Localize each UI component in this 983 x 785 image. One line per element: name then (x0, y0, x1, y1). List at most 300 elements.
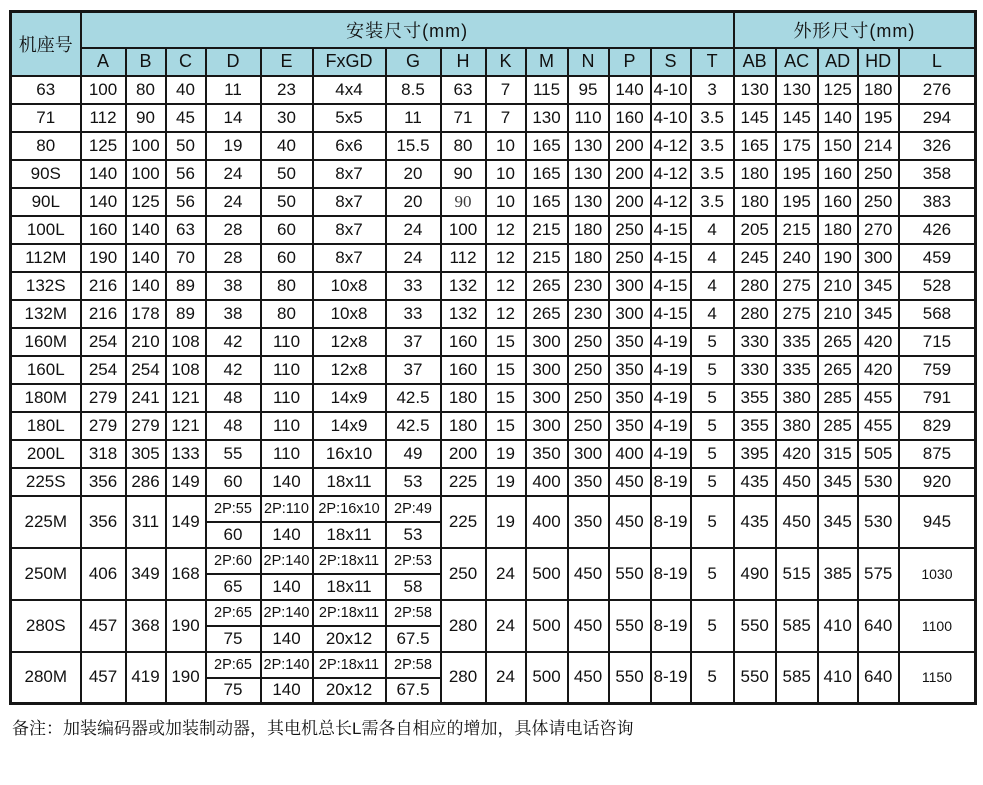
dim-cell: 4-15 (651, 216, 691, 244)
frame-cell: 250M (11, 548, 81, 600)
dim-cell: 276 (899, 76, 976, 104)
dim-cell: 210 (818, 272, 858, 300)
motor-dimension-table (9, 10, 977, 705)
table-row (11, 132, 976, 160)
dim-cell: 210 (818, 300, 858, 328)
dim-cell: 4-10 (651, 104, 691, 132)
dim-cell-2p: 2P:53 (386, 548, 441, 574)
dim-cell: 350 (609, 356, 651, 384)
dim-cell: 15 (486, 356, 526, 384)
dim-cell: 450 (568, 652, 609, 704)
dim-cell: 89 (166, 272, 206, 300)
dim-cell: 10 (486, 188, 526, 216)
dim-cell: 5 (691, 468, 734, 496)
dim-cell: 42 (206, 356, 261, 384)
dim-cell: 20x12 (313, 626, 386, 652)
dim-cell: 8-19 (651, 600, 691, 652)
dim-cell: 110 (261, 356, 313, 384)
dim-cell: 75 (206, 626, 261, 652)
column-header-P: P (609, 48, 651, 76)
table-row-split-top (11, 652, 976, 678)
dim-cell: 180 (858, 76, 899, 104)
dim-cell: 4 (691, 216, 734, 244)
dim-cell: 56 (166, 188, 206, 216)
column-header-HD: HD (858, 48, 899, 76)
dim-cell: 300 (526, 356, 568, 384)
dim-cell: 24 (486, 548, 526, 600)
dim-cell: 250 (441, 548, 486, 600)
dim-cell: 110 (261, 412, 313, 440)
dim-cell: 60 (261, 216, 313, 244)
dim-cell: 42 (206, 328, 261, 356)
dim-cell: 300 (858, 244, 899, 272)
column-header-B: B (126, 48, 166, 76)
dim-cell: 19 (486, 496, 526, 548)
footnote: 备注：加装编码器或加装制动器，其电机总长L需各自相应的增加，具体请电话咨询 (12, 719, 634, 738)
dim-cell: 383 (899, 188, 976, 216)
dim-cell: 140 (261, 468, 313, 496)
column-header-M: M (526, 48, 568, 76)
dim-cell: 110 (568, 104, 609, 132)
dim-cell: 15.5 (386, 132, 441, 160)
dim-cell: 53 (386, 468, 441, 496)
dim-cell: 205 (734, 216, 776, 244)
table-row (11, 216, 976, 244)
dim-cell: 530 (858, 468, 899, 496)
dim-cell: 528 (899, 272, 976, 300)
table-row (11, 188, 976, 216)
frame-cell: 225S (11, 468, 81, 496)
table-row (11, 440, 976, 468)
dim-cell: 48 (206, 384, 261, 412)
dim-cell: 140 (261, 626, 313, 652)
dim-cell: 500 (526, 548, 568, 600)
dim-cell: 216 (81, 300, 126, 328)
dim-cell: 400 (526, 468, 568, 496)
dim-cell: 112 (81, 104, 126, 132)
dim-cell: 230 (568, 300, 609, 328)
dim-cell: 4-19 (651, 356, 691, 384)
dim-cell: 130 (734, 76, 776, 104)
dim-cell: 355 (734, 412, 776, 440)
dim-cell-2p: 2P:16x10 (313, 496, 386, 522)
dim-cell-2p: 2P:58 (386, 652, 441, 678)
dim-cell: 110 (261, 384, 313, 412)
dim-cell: 270 (858, 216, 899, 244)
dim-cell: 90 (441, 160, 486, 188)
dim-cell: 11 (386, 104, 441, 132)
dim-cell: 345 (818, 496, 858, 548)
dim-cell: 350 (609, 328, 651, 356)
dim-cell: 190 (166, 652, 206, 704)
header-letter-row (11, 48, 976, 76)
dim-cell: 108 (166, 356, 206, 384)
dim-cell: 140 (126, 216, 166, 244)
dim-cell: 5 (691, 356, 734, 384)
table-row (11, 244, 976, 272)
dim-cell: 14x9 (313, 412, 386, 440)
dim-cell: 280 (734, 272, 776, 300)
dim-cell: 265 (818, 356, 858, 384)
dim-cell: 10 (486, 160, 526, 188)
dim-cell: 225 (441, 496, 486, 548)
frame-number-header: 机座号 (11, 12, 81, 76)
dim-cell: 50 (261, 188, 313, 216)
dim-cell: 5 (691, 652, 734, 704)
dim-cell: 920 (899, 468, 976, 496)
dim-cell: 100 (126, 160, 166, 188)
dim-cell: 420 (776, 440, 818, 468)
dim-cell: 515 (776, 548, 818, 600)
dim-cell: 4-12 (651, 188, 691, 216)
dim-cell: 65 (206, 574, 261, 600)
dim-cell: 395 (734, 440, 776, 468)
dim-cell: 3.5 (691, 188, 734, 216)
dim-cell: 24 (386, 244, 441, 272)
dim-cell: 42.5 (386, 384, 441, 412)
dim-cell: 89 (166, 300, 206, 328)
dim-cell: 130 (568, 188, 609, 216)
dim-cell: 380 (776, 412, 818, 440)
dim-cell: 180 (568, 216, 609, 244)
dim-cell: 345 (858, 272, 899, 300)
dim-cell-2p: 2P:140 (261, 600, 313, 626)
dim-cell: 230 (568, 272, 609, 300)
table-row (11, 328, 976, 356)
dim-cell: 420 (858, 356, 899, 384)
dim-cell: 349 (126, 548, 166, 600)
dim-cell: 3.5 (691, 160, 734, 188)
dim-cell: 279 (81, 412, 126, 440)
dim-cell: 160 (609, 104, 651, 132)
dim-cell: 48 (206, 412, 261, 440)
column-header-C: C (166, 48, 206, 76)
dim-cell: 250 (858, 160, 899, 188)
column-header-E: E (261, 48, 313, 76)
dim-cell: 500 (526, 652, 568, 704)
dim-cell: 140 (81, 160, 126, 188)
dim-cell: 150 (818, 132, 858, 160)
dim-cell: 300 (609, 300, 651, 328)
dim-cell: 132 (441, 272, 486, 300)
dim-cell: 60 (206, 468, 261, 496)
dim-cell: 4-10 (651, 76, 691, 104)
dim-cell: 4 (691, 244, 734, 272)
dim-cell: 132 (441, 300, 486, 328)
dim-cell: 335 (776, 328, 818, 356)
dim-cell: 215 (526, 216, 568, 244)
dim-cell: 140 (261, 678, 313, 704)
dim-cell: 180 (818, 216, 858, 244)
column-header-L: L (899, 48, 976, 76)
dim-cell: 250 (568, 356, 609, 384)
column-header-FxGD: FxGD (313, 48, 386, 76)
dim-cell: 10 (486, 132, 526, 160)
dim-cell: 125 (126, 188, 166, 216)
dim-cell: 90 (126, 104, 166, 132)
dim-cell: 356 (81, 468, 126, 496)
frame-cell: 112M (11, 244, 81, 272)
dim-cell: 14x9 (313, 384, 386, 412)
dim-cell: 145 (776, 104, 818, 132)
dim-cell: 80 (441, 132, 486, 160)
dim-cell: 190 (166, 600, 206, 652)
dim-cell: 165 (526, 160, 568, 188)
dim-cell: 350 (609, 384, 651, 412)
dim-cell: 8x7 (313, 188, 386, 216)
dim-cell: 33 (386, 300, 441, 328)
dim-cell: 80 (261, 300, 313, 328)
dim-cell: 100 (126, 132, 166, 160)
dim-cell: 8-19 (651, 468, 691, 496)
dim-cell: 200 (441, 440, 486, 468)
dim-cell: 12x8 (313, 356, 386, 384)
dim-cell: 459 (899, 244, 976, 272)
dim-cell: 215 (526, 244, 568, 272)
dim-cell: 356 (81, 496, 126, 548)
column-header-T: T (691, 48, 734, 76)
dim-cell: 7 (486, 104, 526, 132)
dim-cell: 10x8 (313, 272, 386, 300)
dim-cell: 18x11 (313, 468, 386, 496)
dim-cell: 42.5 (386, 412, 441, 440)
dim-cell: 585 (776, 652, 818, 704)
frame-cell: 200L (11, 440, 81, 468)
dim-cell: 5 (691, 496, 734, 548)
dim-cell: 12 (486, 244, 526, 272)
table-row (11, 356, 976, 384)
dim-cell: 67.5 (386, 678, 441, 704)
dim-cell: 450 (568, 600, 609, 652)
dim-cell: 24 (486, 652, 526, 704)
dim-cell: 37 (386, 328, 441, 356)
dim-cell: 140 (81, 188, 126, 216)
dim-cell: 19 (486, 440, 526, 468)
dim-cell: 505 (858, 440, 899, 468)
dim-cell: 190 (81, 244, 126, 272)
dim-cell: 5 (691, 384, 734, 412)
dim-cell-2p: 2P:110 (261, 496, 313, 522)
dim-cell: 4-12 (651, 160, 691, 188)
dim-cell-2p: 2P:55 (206, 496, 261, 522)
dim-cell-2p: 2P:58 (386, 600, 441, 626)
frame-cell: 90L (11, 188, 81, 216)
dim-cell: 18x11 (313, 574, 386, 600)
dim-cell: 12 (486, 216, 526, 244)
dim-cell: 945 (899, 496, 976, 548)
table-header (11, 12, 976, 76)
dim-cell: 1150 (899, 652, 976, 704)
dim-cell: 875 (899, 440, 976, 468)
dim-cell-2p: 2P:65 (206, 652, 261, 678)
dim-cell: 550 (609, 600, 651, 652)
dim-cell: 455 (858, 384, 899, 412)
dim-cell: 160 (441, 356, 486, 384)
dim-cell: 335 (776, 356, 818, 384)
dim-cell: 350 (568, 496, 609, 548)
column-header-N: N (568, 48, 609, 76)
dim-cell: 5 (691, 328, 734, 356)
column-header-K: K (486, 48, 526, 76)
frame-cell: 180M (11, 384, 81, 412)
dim-cell: 12 (486, 272, 526, 300)
dim-cell: 180 (734, 188, 776, 216)
dim-cell: 1100 (899, 600, 976, 652)
dim-cell: 75 (206, 678, 261, 704)
dim-cell: 38 (206, 300, 261, 328)
dim-cell: 195 (776, 160, 818, 188)
dim-cell: 24 (386, 216, 441, 244)
dim-cell: 241 (126, 384, 166, 412)
dim-cell: 58 (386, 574, 441, 600)
dim-cell: 550 (609, 652, 651, 704)
dim-cell: 315 (818, 440, 858, 468)
frame-cell: 63 (11, 76, 81, 104)
dim-cell: 829 (899, 412, 976, 440)
overall-group-header: 外形尺寸(mm) (734, 12, 976, 48)
dim-cell: 200 (609, 160, 651, 188)
dim-cell: 8-19 (651, 496, 691, 548)
dim-cell: 70 (166, 244, 206, 272)
dim-cell: 5 (691, 440, 734, 468)
dim-cell: 110 (261, 440, 313, 468)
column-header-A: A (81, 48, 126, 76)
dim-cell: 585 (776, 600, 818, 652)
dim-cell: 275 (776, 300, 818, 328)
dim-cell-2p: 2P:140 (261, 652, 313, 678)
dim-cell: 60 (261, 244, 313, 272)
dim-cell: 215 (776, 216, 818, 244)
dim-cell: 15 (486, 384, 526, 412)
dim-cell: 450 (609, 468, 651, 496)
dim-cell: 5x5 (313, 104, 386, 132)
dim-cell: 326 (899, 132, 976, 160)
dim-cell: 140 (261, 522, 313, 548)
dim-cell: 24 (206, 160, 261, 188)
dim-cell: 490 (734, 548, 776, 600)
dim-cell: 8x7 (313, 244, 386, 272)
dim-cell-2p: 2P:18x11 (313, 652, 386, 678)
dim-cell: 40 (261, 132, 313, 160)
dim-cell: 3.5 (691, 104, 734, 132)
dim-cell: 12x8 (313, 328, 386, 356)
dim-cell: 759 (899, 356, 976, 384)
dim-cell: 24 (486, 600, 526, 652)
dim-cell: 140 (818, 104, 858, 132)
dim-cell: 550 (734, 600, 776, 652)
dim-cell: 426 (899, 216, 976, 244)
dim-cell: 530 (858, 496, 899, 548)
dim-cell: 15 (486, 328, 526, 356)
dim-cell: 380 (776, 384, 818, 412)
dim-cell: 140 (126, 244, 166, 272)
dim-cell-2p: 2P:18x11 (313, 600, 386, 626)
dim-cell: 140 (609, 76, 651, 104)
dim-cell: 345 (858, 300, 899, 328)
dim-cell: 90 (441, 188, 486, 216)
dim-cell: 165 (526, 132, 568, 160)
dim-cell: 250 (858, 188, 899, 216)
dim-cell: 4x4 (313, 76, 386, 104)
dim-cell: 330 (734, 356, 776, 384)
dim-cell: 500 (526, 600, 568, 652)
dim-cell: 450 (776, 468, 818, 496)
dim-cell: 80 (261, 272, 313, 300)
dim-cell-2p: 2P:140 (261, 548, 313, 574)
column-header-D: D (206, 48, 261, 76)
dim-cell: 457 (81, 600, 126, 652)
dim-cell: 8x7 (313, 160, 386, 188)
dim-cell: 8-19 (651, 652, 691, 704)
frame-cell: 71 (11, 104, 81, 132)
dim-cell: 195 (776, 188, 818, 216)
dim-cell: 40 (166, 76, 206, 104)
dim-cell: 4-15 (651, 272, 691, 300)
dim-cell: 330 (734, 328, 776, 356)
dim-cell: 38 (206, 272, 261, 300)
dim-cell: 279 (81, 384, 126, 412)
dim-cell: 254 (126, 356, 166, 384)
dim-cell: 133 (166, 440, 206, 468)
dim-cell: 63 (441, 76, 486, 104)
column-header-AB: AB (734, 48, 776, 76)
dim-cell: 4 (691, 272, 734, 300)
dim-cell: 149 (166, 468, 206, 496)
dim-cell: 30 (261, 104, 313, 132)
dim-cell: 280 (734, 300, 776, 328)
dim-cell: 410 (818, 600, 858, 652)
dim-cell-2p: 2P:60 (206, 548, 261, 574)
dim-cell: 368 (126, 600, 166, 652)
dim-cell: 250 (609, 244, 651, 272)
dim-cell: 3 (691, 76, 734, 104)
dim-cell: 11 (206, 76, 261, 104)
dim-cell: 10x8 (313, 300, 386, 328)
column-header-S: S (651, 48, 691, 76)
dim-cell: 4-19 (651, 412, 691, 440)
dim-cell: 16x10 (313, 440, 386, 468)
table-row (11, 412, 976, 440)
dim-cell: 175 (776, 132, 818, 160)
dim-cell: 23 (261, 76, 313, 104)
dim-cell: 49 (386, 440, 441, 468)
dim-cell: 280 (441, 652, 486, 704)
dim-cell: 200 (609, 132, 651, 160)
dim-cell: 318 (81, 440, 126, 468)
dim-cell: 130 (568, 160, 609, 188)
dim-cell: 180 (441, 412, 486, 440)
dim-cell: 457 (81, 652, 126, 704)
dim-cell: 455 (858, 412, 899, 440)
dim-cell: 285 (818, 384, 858, 412)
dim-cell: 300 (568, 440, 609, 468)
dim-cell: 100 (441, 216, 486, 244)
dim-cell: 575 (858, 548, 899, 600)
dim-cell: 275 (776, 272, 818, 300)
dim-cell: 4-19 (651, 328, 691, 356)
dim-cell: 130 (776, 76, 818, 104)
dim-cell: 160 (81, 216, 126, 244)
dim-cell: 254 (81, 356, 126, 384)
frame-cell: 132M (11, 300, 81, 328)
install-group-header: 安装尺寸(mm) (81, 12, 734, 48)
dim-cell: 110 (261, 328, 313, 356)
dim-cell: 225 (441, 468, 486, 496)
dim-cell: 8x7 (313, 216, 386, 244)
dim-cell: 60 (206, 522, 261, 548)
dim-cell: 420 (858, 328, 899, 356)
dim-cell: 4-19 (651, 440, 691, 468)
